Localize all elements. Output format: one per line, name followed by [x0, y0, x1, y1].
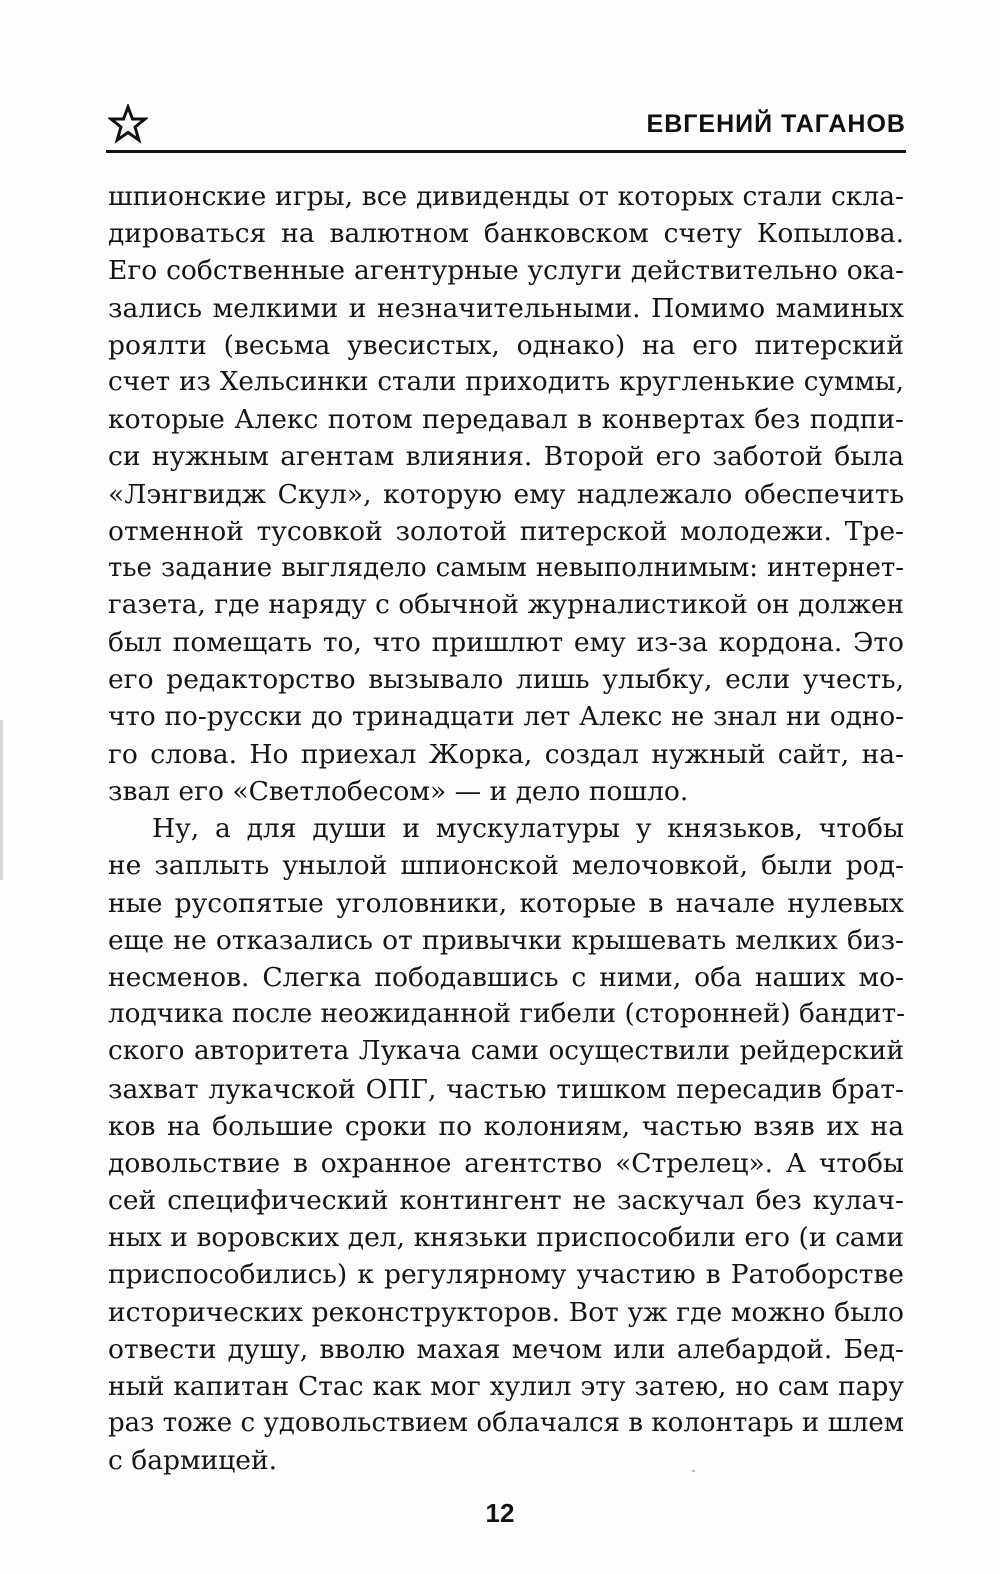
text-line: отменной тусовкой золотой питерской молодежи. Тре-: [108, 515, 904, 547]
text-line: несменов. Слегка пободавшись с ними, оба наших мо-: [108, 961, 904, 993]
running-header: [106, 100, 906, 150]
text-line: довольствие в охранное агентство «Стрелец». А чтобы: [108, 1147, 904, 1179]
text-line: шпионские игры, все дивиденды от которых стали скла-: [108, 181, 904, 212]
paragraph-2: [108, 810, 904, 1479]
text-line: приспособились) к регулярному участию в Ратоборстве: [108, 1259, 904, 1291]
text-line: си нужным агентам влияния. Второй его заботой была: [108, 441, 904, 473]
text-line: раз тоже с удовольствием облачался в колонтарь и шлем: [108, 1408, 904, 1439]
scan-edge-shadow: [0, 720, 3, 880]
paragraph-1: [108, 178, 904, 810]
text-line: ков на большие сроки по колониям, частью взяв их на: [108, 1110, 904, 1142]
page-number: 12: [485, 1498, 515, 1528]
text-line: ных и воровских дел, князьки приспособили его (и сами: [108, 1222, 904, 1254]
text-line: что по-русски до тринадцати лет Алекс не знал ни одно-: [108, 701, 904, 732]
text-line: газета, где наряду с обычной журналистикой он должен: [108, 590, 904, 621]
text-line: его редакторство вызывало лишь улыбку, если учесть,: [108, 664, 904, 696]
text-line: Его собственные агентурные услуги действительно ока-: [108, 255, 904, 287]
author-name: ЕВГЕНИЙ ТАГАНОВ: [646, 110, 906, 138]
text-line: зались мелкими и незначительными. Помимо маминых: [108, 292, 904, 324]
scan-speck: [692, 1470, 695, 1472]
text-line: ный капитан Стас как мог хулил эту затею, но сам пару: [108, 1371, 904, 1402]
text-line: Ну, а для души и мускулатуры у князьков, чтобы: [152, 813, 904, 845]
text-line: еще не отказались от привычки крышевать мелких биз-: [108, 924, 904, 956]
text-line: с бармицей.: [108, 1445, 278, 1477]
header-rule: [106, 150, 906, 153]
text-line: «Лэнгвидж Скул», которую ему надлежало обеспечить: [108, 478, 904, 510]
text-line: роялти (весьма увесистых, однако) на его питерский: [108, 329, 904, 361]
text-line: которые Алекс потом передавал в конвертах без подпи-: [108, 404, 904, 436]
text-line: ные русопятые уголовники, которые в начале нулевых: [108, 887, 904, 919]
text-line: отвести душу, вволю махая мечом или алебардой. Бед-: [108, 1333, 904, 1365]
text-line: не заплыть унылой шпионской мелочовкой, были род-: [108, 850, 904, 882]
text-line: звал его «Светлобесом» — и дело пошло.: [108, 776, 689, 807]
star-outline-icon: [108, 104, 148, 144]
text-line: ского авторитета Лукача сами осуществили рейдерский: [108, 1036, 904, 1067]
text-line: счет из Хельсинки стали приходить кругленькие суммы,: [108, 366, 904, 397]
text-line: сей специфический контингент не заскучал без кулач-: [108, 1185, 904, 1217]
text-line: был помещать то, что пришлют ему из-за кордона. Это: [108, 627, 904, 659]
text-line: захват лукачской ОПГ, частью тишком пересадив брат-: [108, 1073, 904, 1105]
body-text: [108, 178, 904, 1480]
text-line: лодчика после неожиданной гибели (сторонней) бандит-: [108, 999, 905, 1030]
text-line: исторических реконструкторов. Вот уж где можно было: [108, 1296, 904, 1328]
text-line: тье задание выглядело самым невыполнимым: интернет-: [108, 552, 904, 583]
text-line: дироваться на валютном банковском счету Копылова.: [108, 218, 904, 250]
text-line: го слова. Но приехал Жорка, создал нужный сайт, на-: [108, 738, 904, 770]
